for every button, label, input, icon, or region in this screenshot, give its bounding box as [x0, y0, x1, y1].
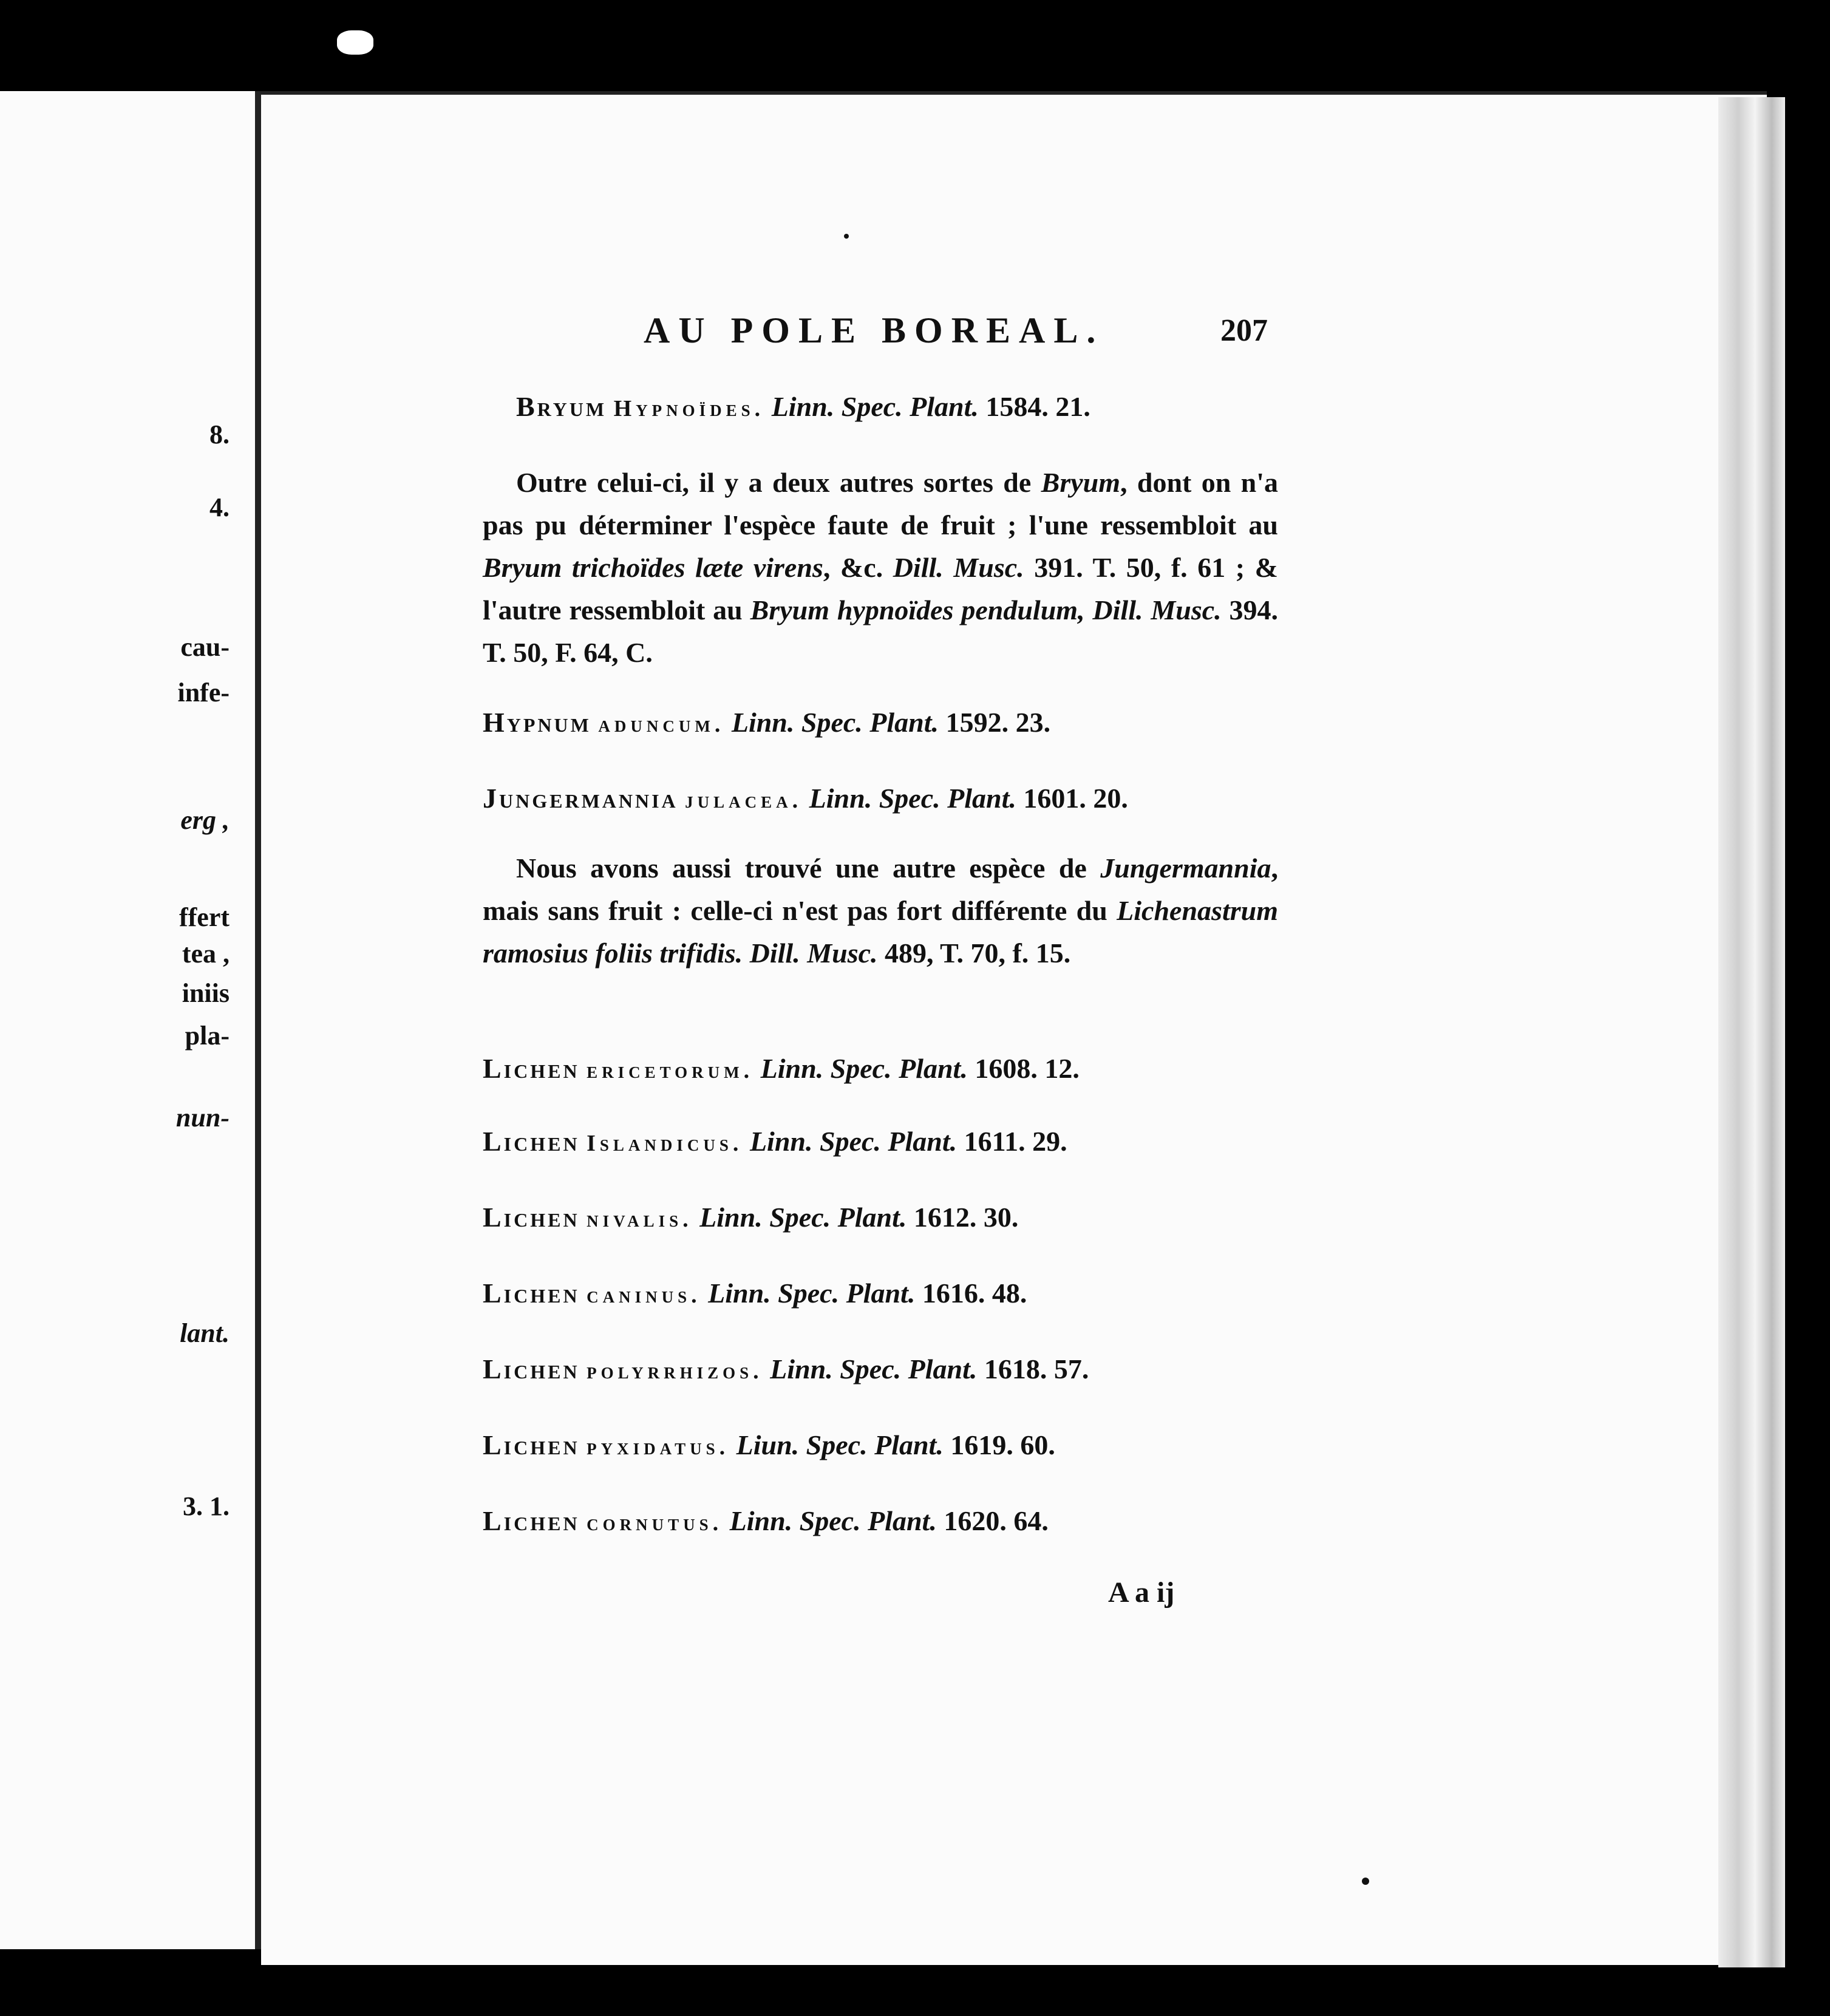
left-page-fragment: iniis [182, 978, 230, 1008]
left-page-fragment: tea , [182, 939, 230, 969]
entry-lichen-pyxidatus [483, 1424, 1278, 1468]
running-title: AU POLE BOREAL. [644, 310, 1104, 350]
entry-lichen-cornutus [483, 1500, 1278, 1544]
entry-species: pyxidatus. [587, 1434, 730, 1460]
left-page-fragment: 3. 1. [183, 1491, 230, 1521]
entry-numbers: 1611. 29. [964, 1126, 1067, 1157]
left-page-fragment: infe- [177, 678, 230, 707]
entry-species: polyrrhizos. [587, 1358, 763, 1384]
entry-species: cornutus. [587, 1510, 723, 1536]
left-page-fragment: ffert [179, 902, 230, 932]
entry-reference: Linn. Spec. Plant. [731, 707, 939, 738]
jungermannia-paragraph: Nous avons aussi trouvé une autre espèce de Jungermannia, mais sans fruit : celle-ci n'est pas fort différente du Lichenastrum ramosius foliis trifidis. Dill. Musc. 489, T. 70, f. 15. [483, 853, 1278, 969]
entry-numbers: 1612. 30. [913, 1202, 1019, 1233]
entry-reference: Linn. Spec. Plant. [708, 1278, 916, 1309]
entry-genus: Lichen [483, 1126, 580, 1157]
entry-hypnum-aduncum [483, 701, 1278, 746]
book-page [261, 91, 1767, 1965]
entry-genus: Lichen [483, 1429, 580, 1460]
entry-species: ericetorum. [587, 1058, 754, 1083]
entry-genus: Lichen [483, 1278, 580, 1309]
entry-lichen-ericetorum [483, 1047, 1278, 1092]
entry-reference: Linn. Spec. Plant. [760, 1053, 968, 1084]
entry-species: julacea. [685, 788, 803, 813]
entry-reference: Linn. Spec. Plant. [699, 1202, 907, 1233]
entry-genus: Lichen [483, 1053, 580, 1084]
left-page-fragment: lant. [180, 1318, 230, 1348]
entry-genus: Lichen [483, 1202, 580, 1233]
left-page-fragment: 4. [209, 492, 230, 522]
entry-numbers: 1619. 60. [950, 1429, 1055, 1460]
left-page-fragment: pla- [185, 1021, 230, 1051]
page-edge [1718, 97, 1785, 1967]
entry-species: Islandicus. [587, 1131, 743, 1156]
entry-genus: Jungermannia [483, 783, 678, 814]
entry-lichen-nivalis [483, 1196, 1278, 1241]
entry-bryum-hypnoides [516, 386, 1311, 430]
entry-species: Hypnoïdes. [613, 396, 765, 421]
entry-reference: Linn. Spec. Plant. [770, 1354, 978, 1384]
entry-numbers: 1584. 21. [985, 391, 1090, 422]
entry-jungermannia-julacea [483, 777, 1278, 822]
scan-speck [1362, 1878, 1369, 1885]
entry-lichen-caninus [483, 1272, 1278, 1316]
entry-lichen-polyrrhizos [483, 1348, 1278, 1392]
entry-numbers: 1592. 23. [945, 707, 1051, 738]
left-page-fragment: 8. [209, 420, 230, 449]
entry-numbers: 1620. 64. [944, 1505, 1049, 1536]
entry-reference: Linn. Spec. Plant. [749, 1126, 958, 1157]
entry-genus: Bryum [516, 391, 607, 422]
entry-genus: Hypnum [483, 707, 591, 738]
entry-reference: Liun. Spec. Plant. [736, 1429, 944, 1460]
scan-speck [844, 234, 849, 239]
left-page-fragment: cau- [180, 632, 230, 662]
entry-species: caninus. [587, 1282, 701, 1308]
scan-blot [337, 30, 373, 55]
entry-genus: Lichen [483, 1354, 580, 1384]
signature-mark: A a ij [1108, 1576, 1175, 1609]
previous-page [0, 91, 262, 1949]
entry-numbers: 1618. 57. [984, 1354, 1089, 1384]
entry-lichen-islandicus [483, 1120, 1278, 1165]
entry-reference: Linn. Spec. Plant. [729, 1505, 937, 1536]
entry-species: nivalis. [587, 1207, 693, 1232]
left-page-fragment: nun- [175, 1103, 230, 1132]
entry-species: aduncum. [598, 712, 725, 737]
entry-numbers: 1616. 48. [922, 1278, 1027, 1309]
entry-reference: Linn. Spec. Plant. [771, 391, 979, 422]
entry-genus: Lichen [483, 1505, 580, 1536]
left-page-fragment: erg , [180, 805, 230, 835]
entry-numbers: 1608. 12. [975, 1053, 1080, 1084]
entry-reference: Linn. Spec. Plant. [809, 783, 1016, 814]
entry-numbers: 1601. 20. [1023, 783, 1128, 814]
bryum-paragraph: Outre celui-ci, il y a deux autres sortes de Bryum, dont on n'a pas pu déterminer l'espèce faute de fruit ; l'une ressembloit au Bryum trichoïdes læte virens, &c. Dill. Musc. 391. T. 50, f. 61 ; & l'autre ressembloit au Bryum hypnoïdes pendulum, Dill. Musc. 394. T. 50, F. 64, C. [483, 467, 1279, 668]
page-number: 207 [1220, 313, 1268, 348]
